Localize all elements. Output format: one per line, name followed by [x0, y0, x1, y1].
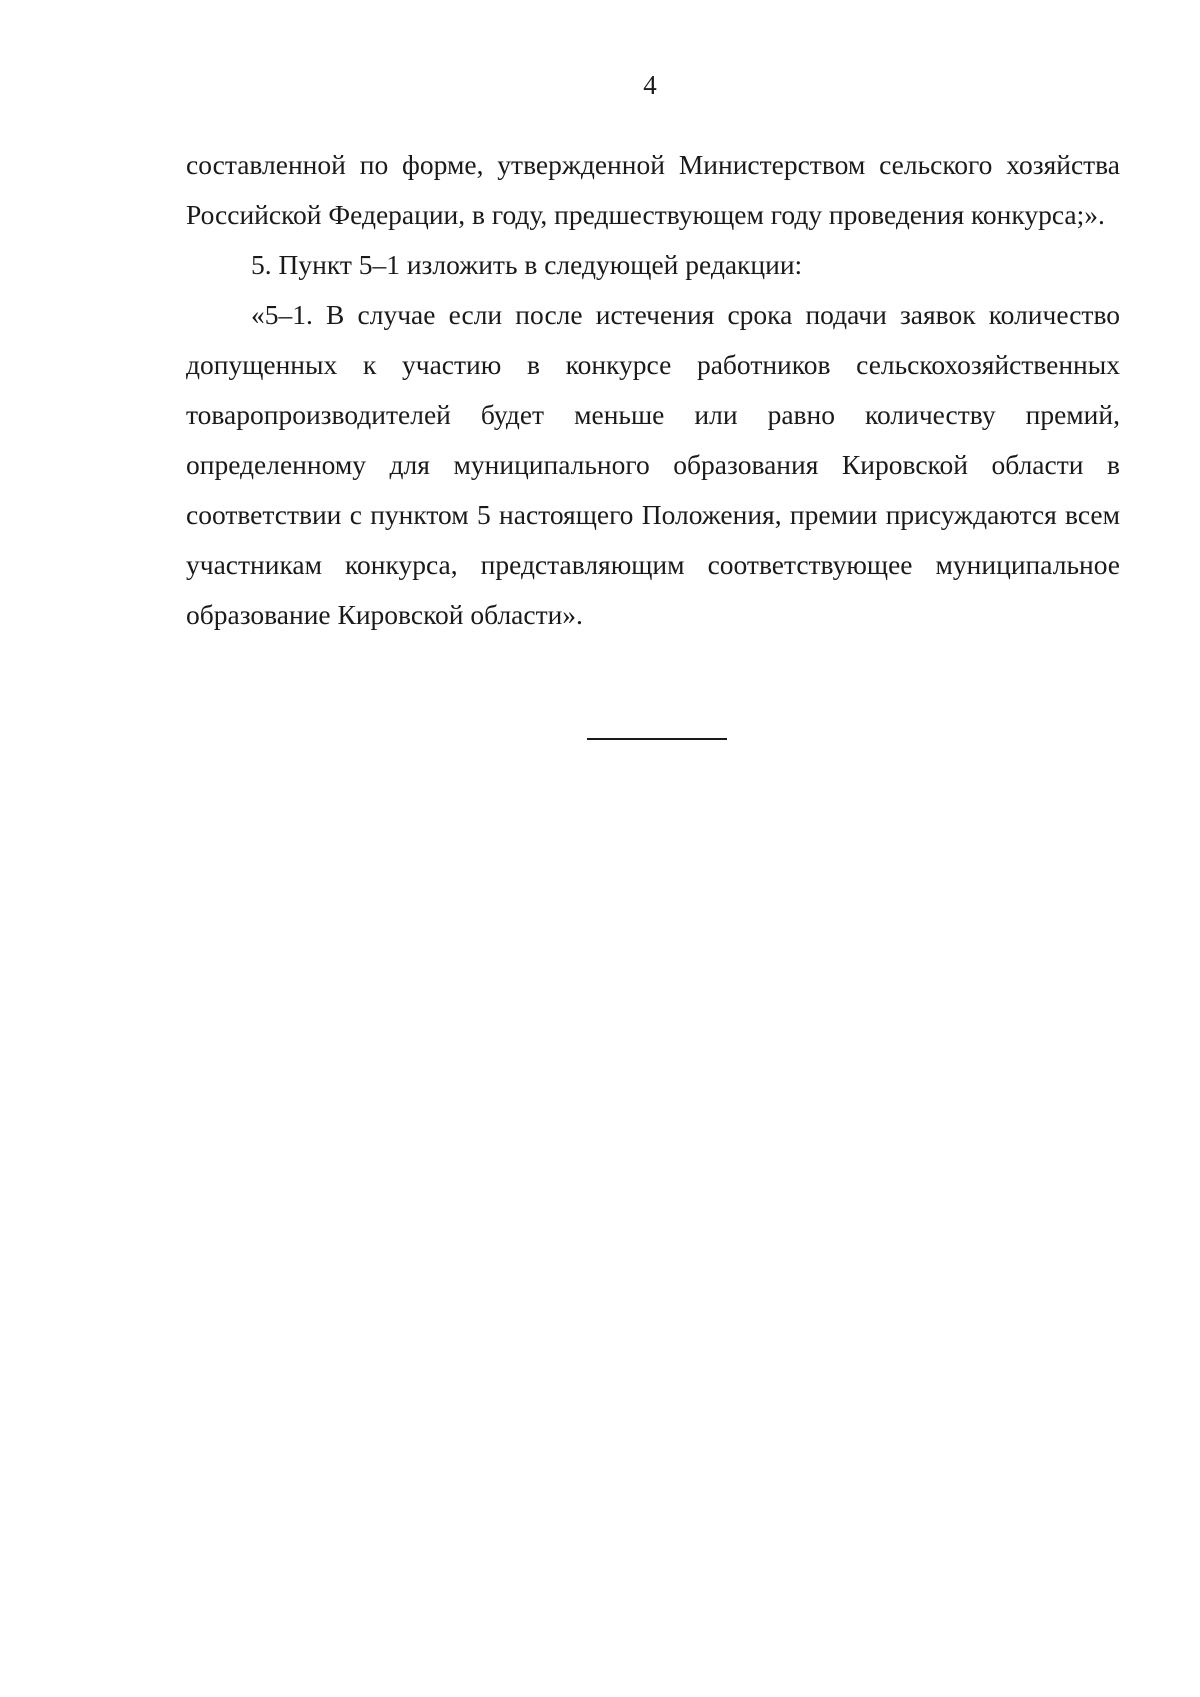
text-line: участникам конкурса, представляющим соответствующее муниципальное — [186, 549, 1120, 580]
text-line: определенному для муниципального образования Кировской области в — [186, 449, 1120, 480]
end-separator-line — [587, 738, 727, 740]
paragraph-continuation — [186, 140, 1120, 240]
page-number: 4 — [643, 70, 657, 100]
text-line: 5. Пункт 5–1 изложить в следующей редакции: — [251, 249, 803, 280]
text-line: «5–1. В случае если после истечения срока подачи заявок количество — [251, 299, 1120, 330]
text-line: допущенных к участию в конкурсе работников сельскохозяйственных — [186, 349, 1120, 380]
text-line: Российской Федерации, в году, предшествующем году проведения конкурса;». — [186, 199, 1105, 230]
paragraph-item-5-1 — [186, 290, 1120, 640]
text-line: составленной по форме, утвержденной Министерством сельского хозяйства — [186, 149, 1120, 180]
text-line: товаропроизводителей будет меньше или равно количеству премий, — [186, 399, 1120, 430]
paragraph-item-5 — [186, 240, 1120, 290]
text-line: образование Кировской области». — [186, 599, 583, 630]
text-line: соответствии с пунктом 5 настоящего Положения, премии присуждаются всем — [186, 499, 1120, 530]
document-body — [186, 140, 1120, 640]
